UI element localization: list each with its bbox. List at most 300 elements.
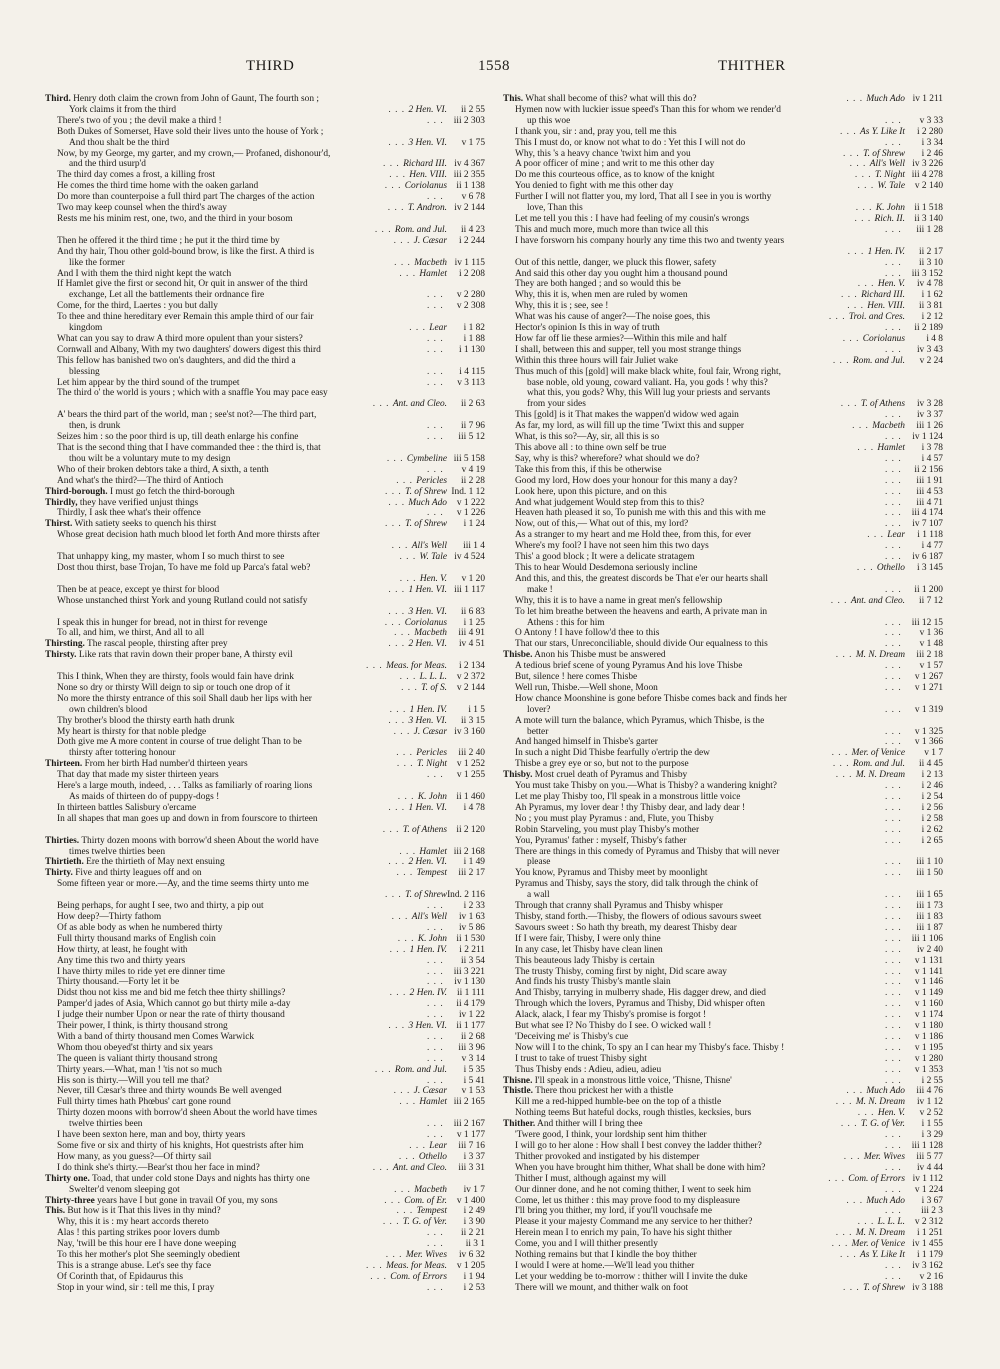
quotation: Didst thou not kiss me and bid me fetch thee thirty shillings? (57, 988, 286, 999)
citation (882, 814, 943, 825)
quotation: I'll bring you thither, my lord, if you'll vouchsafe me (515, 1206, 712, 1217)
concordance-line (503, 236, 943, 247)
leader-dots: . . . (855, 203, 876, 214)
play-title: Coriolanus (404, 181, 447, 192)
concordance-line (503, 1086, 943, 1097)
quotation-text (503, 1054, 943, 1065)
act-scene-line: iv 1 22 (458, 1010, 485, 1021)
quotation-text (45, 214, 485, 225)
quotation: You denied to fight with me this other day (515, 181, 674, 192)
headword: Thisby. (503, 770, 533, 781)
leader-dots: . . . (884, 781, 905, 792)
citation (363, 1261, 485, 1272)
concordance-line (503, 770, 943, 781)
leader-dots: . . . (884, 1010, 905, 1021)
concordance-line (45, 203, 485, 214)
quotation: Through which the lovers, Pyramus and Thisby, Did whisper often (515, 999, 765, 1010)
quotation: Come, for the third, Laertes : you but dally (57, 301, 218, 312)
leader-dots: . . . (843, 1282, 864, 1293)
leader-dots: . . . (426, 421, 447, 432)
citation (882, 825, 943, 836)
play-title: Richard III. (403, 159, 447, 170)
citation (882, 465, 943, 476)
citation (424, 1076, 485, 1087)
concordance-line (503, 1141, 943, 1152)
leader-dots: . . . (884, 933, 905, 944)
quotation: This I think, When they are thirsty, fools would fain have drink (57, 672, 294, 683)
citation (843, 1196, 943, 1207)
leader-dots: . . . (884, 464, 905, 475)
concordance-line (503, 279, 943, 290)
quotation-text (503, 116, 943, 127)
citation (882, 1076, 943, 1087)
quotation: Their power, I think, is thirty thousand strong (57, 1021, 228, 1032)
leader-dots: . . . (366, 661, 387, 672)
citation (838, 1119, 943, 1130)
act-scene-line: iv 3 28 (916, 399, 943, 410)
concordance-line (45, 279, 485, 290)
act-scene-line: v 2 144 (456, 682, 485, 693)
quotation-text (45, 1010, 485, 1021)
concordance-line (45, 323, 485, 334)
quotation: Swelter'd venom sleeping got (69, 1184, 180, 1195)
concordance-line (503, 781, 943, 792)
quotation-text (503, 498, 943, 509)
citation (882, 661, 943, 672)
quotation-text (503, 803, 943, 814)
quotation: Thirty years.—What, man ! 'tis not so much (57, 1064, 222, 1075)
citation (385, 857, 485, 868)
act-scene-line: v 1 353 (914, 1064, 943, 1075)
quotation: Who of their broken debtors take a third, A sixth, a tenth (57, 464, 269, 475)
act-scene-line: v 6 78 (461, 192, 485, 203)
concordance-line (45, 563, 485, 574)
quotation: Alas ! this parting strikes poor lovers dumb (57, 1228, 220, 1239)
quotation: What was his cause of anger?—The noise goes, this (515, 312, 710, 323)
concordance-line (45, 498, 485, 509)
quotation: A' bears the third part of the world, man ; see'st not?—The third part, (57, 410, 317, 421)
act-scene-line: i 4 57 (921, 453, 943, 464)
play-title: Mer. Wives (863, 1151, 905, 1162)
concordance-line (503, 803, 943, 814)
concordance-line (503, 727, 943, 738)
act-scene-line: i 2 49 (463, 1206, 485, 1217)
quotation-text (503, 236, 943, 247)
quotation-text (503, 1010, 943, 1021)
leader-dots: . . . (388, 606, 409, 617)
quotation-text (503, 639, 943, 650)
quotation: But how is it That this lives in thy mind? (67, 1206, 221, 1217)
leader-dots: . . . (884, 1206, 905, 1217)
leader-dots: . . . (847, 301, 868, 312)
act-scene-line: i 2 208 (458, 268, 485, 279)
act-scene-line: iv 1 211 (912, 94, 943, 104)
leader-dots: . . . (388, 584, 409, 595)
concordance-line (45, 345, 485, 356)
citation (406, 323, 485, 334)
play-title: 1 Hen. IV. (409, 704, 447, 715)
citation (882, 836, 943, 847)
concordance-line (45, 1097, 485, 1108)
leader-dots: . . . (884, 1184, 905, 1195)
quotation-text (503, 552, 943, 563)
act-scene-line: iii 2 303 (453, 115, 485, 126)
quotation-text (503, 737, 943, 748)
concordance-line (45, 1228, 485, 1239)
leader-dots: . . . (843, 1151, 864, 1162)
quotation: The rascal people, thirsting after prey (87, 639, 228, 650)
act-scene-line: iii 1 87 (916, 922, 943, 933)
leader-dots: . . . (394, 257, 415, 268)
concordance-line (45, 705, 485, 716)
citation (882, 618, 943, 629)
headword: Thistle. (503, 1086, 533, 1097)
leader-dots: . . . (835, 650, 856, 661)
quotation: In such a night Did Thisbe fearfully o'ertrip the dew (515, 748, 710, 759)
act-scene-line: i 1 251 (916, 1228, 943, 1239)
quotation: As a stranger to my heart and me Hold thee, from this, for ever (515, 530, 752, 541)
play-title: As Y. Like It (860, 126, 905, 137)
concordance-line (503, 378, 943, 389)
concordance-line (503, 1185, 943, 1196)
quotation-text (45, 1283, 485, 1294)
play-title: W. Tale (877, 181, 905, 192)
leader-dots: . . . (884, 1141, 905, 1151)
concordance-line (503, 857, 943, 868)
concordance-line (45, 269, 485, 280)
leader-dots: . . . (832, 759, 853, 770)
citation (882, 628, 943, 639)
citation (882, 956, 943, 967)
leader-dots: . . . (840, 399, 861, 410)
quotation-text (503, 585, 943, 596)
act-scene-line: i 5 35 (463, 1064, 485, 1075)
citation (882, 432, 943, 443)
leader-dots: . . . (884, 922, 905, 933)
citation (424, 421, 485, 432)
concordance-line (503, 912, 943, 923)
act-scene-line: i 1 82 (463, 323, 485, 334)
citation (829, 1239, 943, 1250)
citation (826, 312, 943, 323)
act-scene-line: i 1 5 (468, 704, 485, 715)
concordance-line (45, 159, 485, 170)
play-title: All's Well (869, 159, 905, 170)
citation (424, 999, 485, 1010)
citation (424, 345, 485, 356)
leader-dots: . . . (839, 126, 861, 137)
quotation: Toad, that under cold stone Days and nights has thirty one (91, 1173, 310, 1184)
quotation: Anon his Thisbe must be answered (534, 650, 666, 661)
leader-dots: . . . (884, 1130, 905, 1141)
quotation: I do think she's thirty.—Bear'st thou her face in mind? (57, 1162, 260, 1173)
concordance-line (503, 181, 943, 192)
act-scene-line: i 1 94 (463, 1271, 485, 1282)
concordance-line (503, 541, 943, 552)
quotation: How deep?—Thirty fathom (57, 911, 162, 922)
quotation: Like rats that ravin down their proper bane, A thirsty evil (78, 650, 293, 661)
leader-dots: . . . (388, 1021, 409, 1032)
play-title: 2 Hen. VI. (408, 639, 447, 650)
act-scene-line: v 2 16 (919, 1271, 943, 1282)
quotation-text (45, 94, 485, 105)
quotation-text (45, 694, 485, 705)
concordance-line (45, 639, 485, 650)
play-title: Coriolanus (862, 333, 905, 344)
citation (424, 977, 485, 988)
quotation: Look here, upon this picture, and on this (515, 486, 667, 497)
quotation: I have forsworn his company hourly any time this two and twenty years (515, 235, 785, 246)
citation (382, 618, 485, 629)
citation (424, 967, 485, 978)
leader-dots: . . . (832, 355, 853, 366)
citation (851, 214, 943, 225)
quotation: Now, by my George, my garter, and my crown,— Profaned, dishonour'd, (57, 148, 331, 159)
act-scene-line: iv 1 112 (912, 1173, 943, 1184)
leader-dots: . . . (399, 268, 420, 279)
concordance-line (45, 1032, 485, 1043)
quotation: Heaven hath pleased it so, To punish me with this and this with me (515, 508, 766, 519)
leader-dots: . . . (388, 715, 409, 726)
act-scene-line: iv 1 63 (458, 911, 485, 922)
concordance-line (503, 618, 943, 629)
concordance-line (503, 836, 943, 847)
play-title: 2 Hen. VI. (408, 857, 447, 868)
quotation: blessing (69, 366, 100, 377)
quotation: How chance Moonshine is gone before Thisbe comes back and finds her (515, 693, 787, 704)
leader-dots: . . . (401, 682, 422, 693)
quotation: Now will I to the chink, To spy an I can hear my Thisby's face. Thisby ! (515, 1042, 785, 1053)
quotation: Then be at peace, except ye thirst for blood (57, 584, 220, 595)
quotation-text (45, 421, 485, 432)
citation (854, 563, 943, 574)
concordance-line (503, 465, 943, 476)
leader-dots: . . . (884, 410, 905, 421)
quotation: Nothing teems But hateful docks, rough thistles, kecksies, burs (515, 1108, 752, 1119)
concordance-line (45, 181, 485, 192)
quotation-text (503, 661, 943, 672)
quotation-text (45, 432, 485, 443)
quotation-text (45, 563, 485, 574)
concordance-line (45, 127, 485, 138)
citation (396, 847, 485, 858)
quotation: My heart is thirsty for that noble pledge (57, 726, 207, 737)
act-scene-line: iii 1 4 (463, 541, 485, 552)
play-title: Macbeth (872, 421, 905, 432)
leader-dots: . . . (884, 726, 905, 737)
concordance-line (45, 1272, 485, 1283)
leader-dots: . . . (372, 1162, 393, 1173)
play-title: 3 Hen. VI. (408, 606, 447, 617)
act-scene-line: i 1 55 (921, 1119, 943, 1130)
concordance-line (503, 868, 943, 879)
quotation: In any case, let Thisby have clean linen (515, 944, 663, 955)
concordance-line (45, 116, 485, 127)
quotation: Being perhaps, for aught I see, two and thirty, a pip out (57, 901, 264, 912)
quotation-text (503, 727, 943, 738)
quotation: In all shapes that man goes up and down in from fourscore to thirteen (57, 813, 318, 824)
citation (385, 105, 485, 116)
concordance-line (503, 650, 943, 661)
leader-dots: . . . (884, 868, 905, 879)
act-scene-line: iii 3 152 (911, 268, 943, 279)
quotation: The queen is valiant thirty thousand strong (57, 1053, 218, 1064)
act-scene-line: v 1 75 (461, 137, 485, 148)
leader-dots: . . . (884, 737, 905, 748)
quotation: And said this other day you ought him a thousand pound (515, 268, 728, 279)
concordance-line (503, 694, 943, 705)
quotation: Within this three hours will fair Juliet wake (515, 355, 678, 366)
citation (882, 1261, 943, 1272)
quotation-text (503, 269, 943, 280)
citation (882, 781, 943, 792)
leader-dots: . . . (884, 224, 905, 235)
act-scene-line: i 2 55 (921, 1075, 943, 1086)
concordance-line (45, 454, 485, 465)
play-title: M. N. Dream (855, 1228, 905, 1239)
play-title: T. G. of Ver. (402, 1217, 447, 1228)
quotation-text (503, 890, 943, 901)
citation (882, 225, 943, 236)
act-scene-line: i 1 24 (463, 519, 485, 530)
concordance-line (503, 1174, 943, 1185)
concordance-line (45, 508, 485, 519)
citation (393, 476, 485, 487)
act-scene-line: iii 4 76 (916, 1086, 943, 1097)
concordance-line (45, 1185, 485, 1196)
quotation-text (45, 1130, 485, 1141)
quotation: You know, Pyramus and Thisby meet by moonlight (515, 868, 708, 879)
act-scene-line: iii 1 10 (916, 857, 943, 868)
quotation-text (45, 879, 485, 890)
act-scene-line: i 2 33 (463, 901, 485, 912)
citation (424, 465, 485, 476)
concordance-line (503, 967, 943, 978)
quotation: That is the second thing that I have commanded thee : the third is, that (57, 443, 321, 453)
concordance-line (503, 1239, 943, 1250)
act-scene-line: v 3 33 (919, 115, 943, 126)
citation (380, 159, 485, 170)
play-title: Lear (887, 530, 905, 541)
quotation: Thirty dozen moons with borrow'd sheen About the world have (81, 835, 319, 846)
quotation-text (503, 901, 943, 912)
quotation: That unhappy king, my master, whom I so much thirst to see (57, 552, 285, 563)
act-scene-line: v 2 24 (919, 355, 943, 366)
quotation-text (503, 378, 943, 389)
act-scene-line: i 2 46 (921, 148, 943, 159)
concordance-line (45, 737, 485, 748)
concordance-line (45, 399, 485, 410)
citation (385, 716, 485, 727)
act-scene-line: i 1 25 (463, 617, 485, 628)
concordance-line (503, 443, 943, 454)
concordance-line (45, 1206, 485, 1217)
leader-dots: . . . (384, 617, 405, 628)
quotation: You, Pyramus' father : myself, Thisby's father (515, 835, 687, 846)
citation (424, 923, 485, 934)
quotation: This' a good block ; It were a delicate stratagem (515, 552, 695, 563)
citation (882, 683, 943, 694)
quotation-text (45, 967, 485, 978)
play-title: T. of Shrew (405, 890, 447, 901)
concordance-line (503, 1065, 943, 1076)
concordance-line (45, 901, 485, 912)
quotation-text (503, 672, 943, 683)
act-scene-line: v 1 160 (914, 999, 943, 1010)
citation (424, 1032, 485, 1043)
quotation: O Antony ! I have follow'd thee to this (515, 628, 660, 639)
leader-dots: . . . (884, 999, 905, 1010)
citation (382, 181, 485, 192)
concordance-line (503, 999, 943, 1010)
citation (882, 116, 943, 127)
act-scene-line: iv 1 124 (912, 432, 943, 443)
leader-dots: . . . (426, 115, 447, 126)
play-title: J. Cæsar (413, 1086, 447, 1097)
act-scene-line: ii 2 17 (919, 246, 943, 257)
quotation-text (503, 1043, 943, 1054)
act-scene-line: i 2 62 (921, 824, 943, 835)
act-scene-line: iii 2 165 (453, 1097, 485, 1108)
act-scene-line: iii 3 31 (458, 1162, 485, 1173)
concordance-line (503, 138, 943, 149)
play-title: Rom. and Jul. (394, 224, 447, 235)
quotation-text (503, 694, 943, 705)
quotation: better (527, 726, 549, 737)
act-scene-line: iv 6 187 (912, 552, 943, 563)
quotation: To thee and thine hereditary ever Remain this ample third of our fair (57, 312, 314, 323)
quotation: Do more than counterpoise a full third part The charges of the action (57, 192, 315, 203)
concordance-line (503, 814, 943, 825)
concordance-line (45, 388, 485, 399)
citation (882, 1043, 943, 1054)
play-title: 3 Hen. VI. (408, 137, 447, 148)
leader-dots: . . . (843, 148, 864, 159)
concordance-line (45, 988, 485, 999)
play-title: Much Ado (866, 1195, 905, 1206)
quotation-text (503, 945, 943, 956)
leader-dots: . . . (426, 1239, 447, 1250)
concordance-line (503, 388, 943, 399)
quotation: His son is thirty.—Will you tell me that? (57, 1075, 210, 1086)
concordance-line (503, 192, 943, 203)
citation (882, 1065, 943, 1076)
quotation: I would I were at home.—We'll lead you thither (515, 1260, 695, 1271)
act-scene-line: i 3 78 (921, 443, 943, 453)
quotation: Nay, 'twill be this hour ere I have done weeping (57, 1239, 237, 1250)
quotation-text (45, 192, 485, 203)
act-scene-line: v 1 146 (914, 977, 943, 988)
concordance-line (45, 1086, 485, 1097)
quotation: What shall become of this? what will this do? (525, 94, 697, 104)
citation (864, 530, 943, 541)
concordance-line (45, 214, 485, 225)
act-scene-line: iii 1 91 (916, 475, 943, 486)
quotation: Of as able body as when he numbered thirty (57, 922, 223, 933)
citation (838, 290, 943, 301)
leader-dots: . . . (884, 1031, 905, 1042)
play-title: Rich. II. (874, 213, 905, 224)
citation (391, 727, 485, 738)
act-scene-line: v 1 267 (914, 672, 943, 683)
leader-dots: . . . (374, 1064, 395, 1075)
concordance-line (503, 127, 943, 138)
quotation: Take this from this, if this be otherwise (515, 464, 662, 475)
citation (370, 1163, 485, 1174)
quotation-text (45, 279, 485, 290)
act-scene-line: iii 5 77 (916, 1151, 943, 1162)
citation (847, 159, 943, 170)
